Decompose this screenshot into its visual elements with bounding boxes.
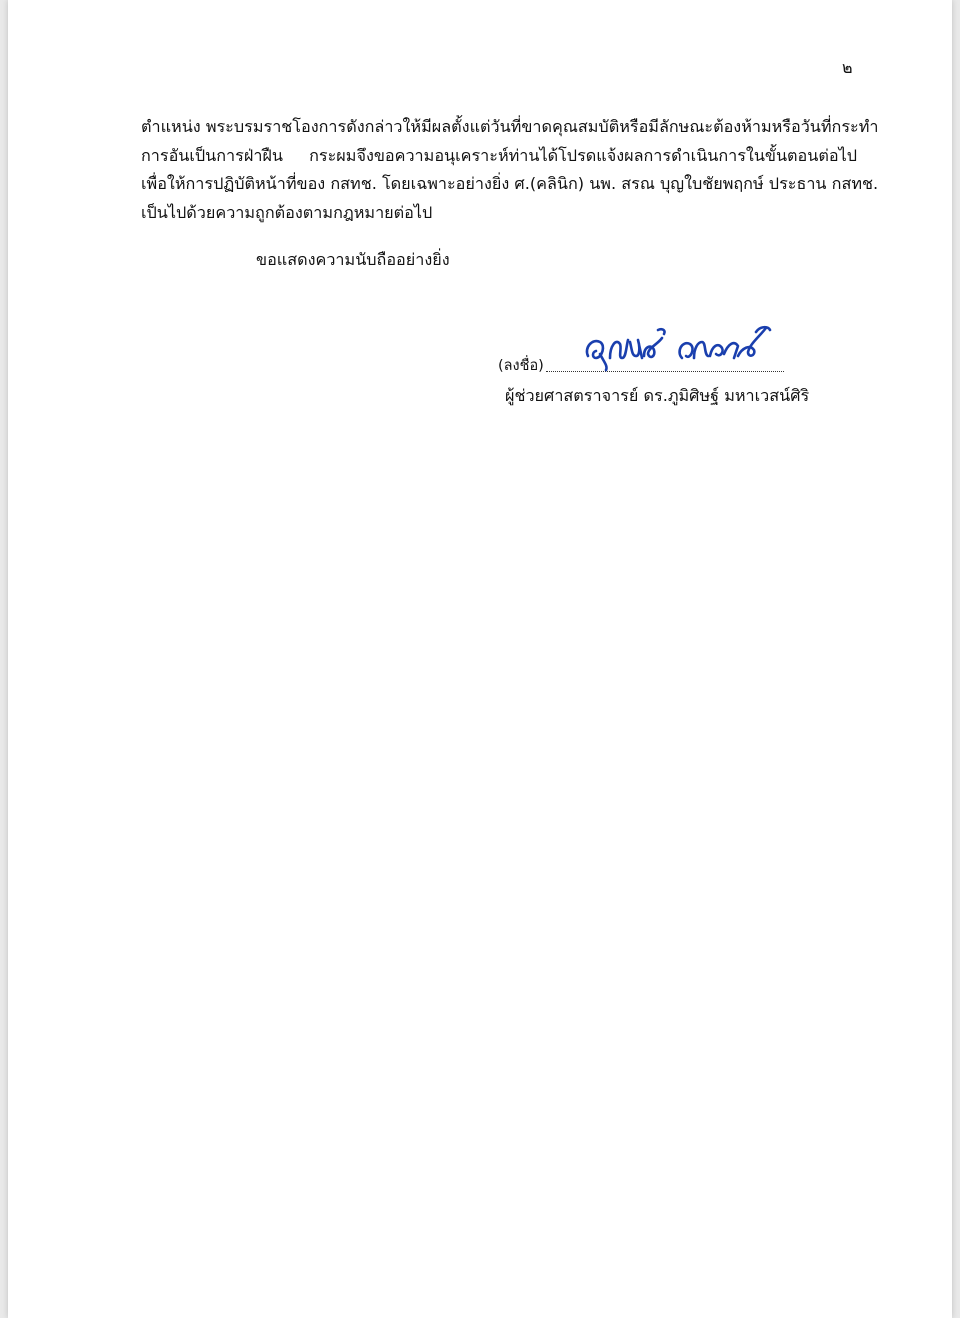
closing-phrase: ขอแสดงความนับถืออย่างยิ่ง <box>256 250 450 269</box>
document-page <box>8 0 952 1318</box>
body-line: เป็นไปด้วยความถูกต้องตามกฎหมายต่อไป <box>141 202 433 222</box>
body-line: เพื่อให้การปฏิบัติหน้าที่ของ กสทช. โดยเฉพาะอย่างยิ่ง ศ.(คลินิก) นพ. สรณ บุญใบชัยพฤกษ์ ประธาน กสทช. <box>141 174 879 193</box>
page-number: ๒ <box>842 58 853 77</box>
handwritten-signature <box>578 318 778 376</box>
signature-label: (ลงชื่อ) <box>498 358 544 374</box>
body-paragraph <box>141 113 879 227</box>
body-line: ตำแหน่ง พระบรมราชโองการดังกล่าวให้มีผลตั้งแต่วันที่ขาดคุณสมบัติหรือมีลักษณะต้องห้ามหรือวันที่กระทำ <box>141 117 879 136</box>
signer-name: ผู้ช่วยศาสตราจารย์ ดร.ภูมิศิษฐ์ มหาเวสน์ศิริ <box>505 386 810 405</box>
body-line: การอันเป็นการฝ่าฝืน กระผมจึงขอความอนุเคราะห์ท่านได้โปรดแจ้งผลการดำเนินการในขั้นตอนต่อไป <box>141 145 857 165</box>
